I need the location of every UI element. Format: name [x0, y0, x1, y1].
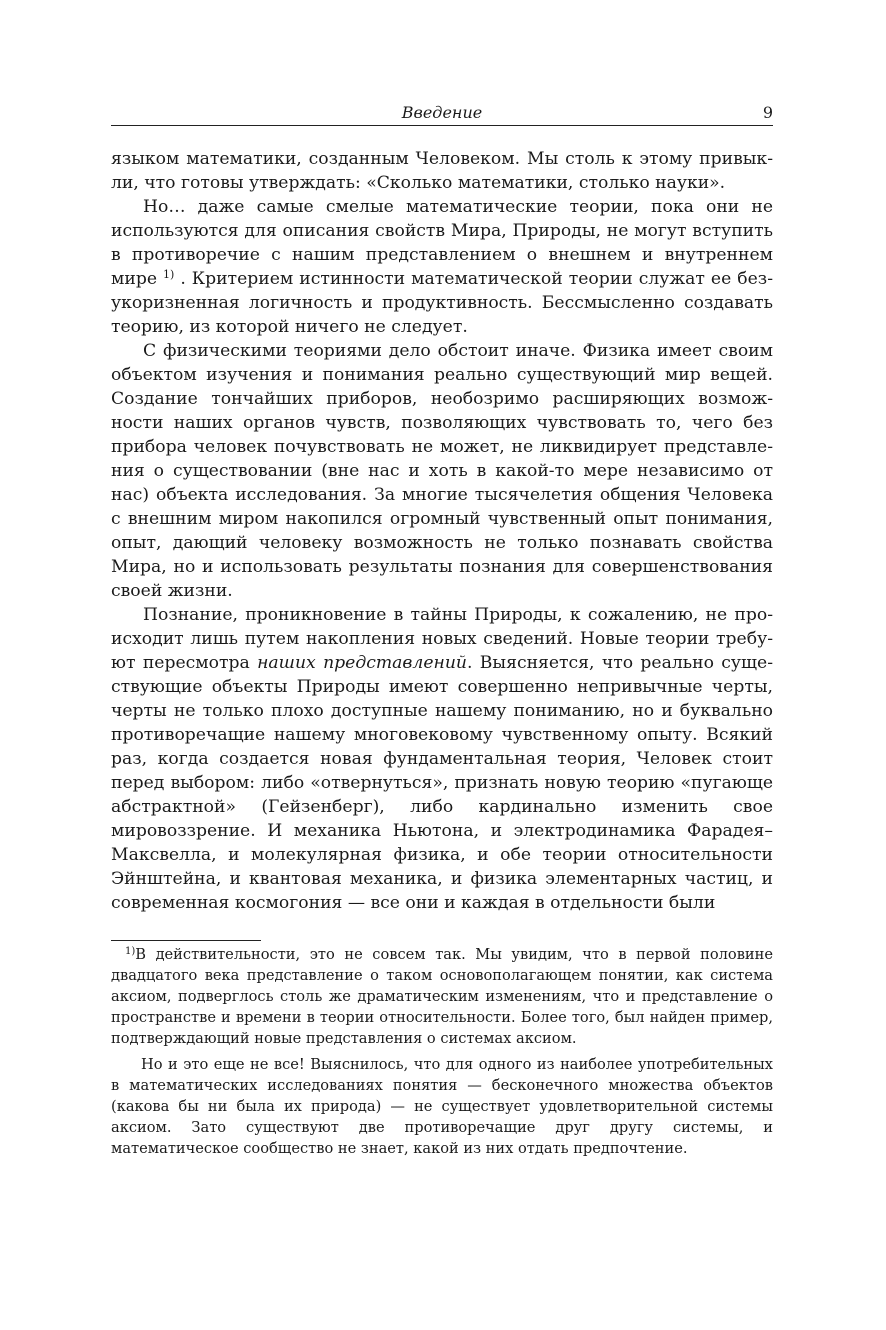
- footnote-paragraph-1: [111, 944, 773, 1049]
- footnote-paragraph-2: Но и это еще не все! Выяснилось, что для одного из наиболее употребительных в математических исследованиях понятия — бесконечного множества объектов (какова бы ни была их природа) — не существует удовлетворительной системы аксиом. Зато существуют две противоречащие друг другу системы, и математическое сообщество не знает, какой из них отдать предпочтение.: [111, 1056, 773, 1157]
- footnote-mark: 1): [125, 946, 136, 957]
- page-number: 9: [762, 103, 773, 122]
- footnote-separator: [111, 940, 261, 941]
- footnote-text-1: В действительности, это не совсем так. Мы увидим, что в первой половине двадцатого века представление о таком основополагающем понятии, как система аксиом, подверглось столь же драматическим изменениям, что и представление о пространстве и времени в теории относительности. Более того, был найден пример, подтверждающий новые представления о системах аксиом.: [111, 946, 773, 1047]
- paragraph-3: С физическими теориями дело обстоит иначе. Физика имеет своим объектом изучения и понимания реально существующий мир вещей. Создание тончайших приборов, необозримо расширяющих возможности наших органов чувств, позволяющих чувствовать то, чего без прибора человек почувствовать не может, не ликвидирует представления о существовании (вне нас и хоть в какой-то мере независимо от нас) объекта исследования. За многие тысячелетия общения Человека с внешним миром накопился огромный чувственный опыт понимания, опыт, дающий человеку возможность не только познавать свойства Мира, но и использовать результаты познания для совершенствования своей жизни.: [111, 341, 773, 601]
- paragraph-2-text-a: Но… даже самые смелые математические теории, пока они не используются для описания свойств Мира, Природы, не могут вступить в противоречие с нашим представлением о внешнем и внутреннем мире: [111, 197, 773, 289]
- footnote: [111, 944, 773, 1159]
- paragraph-2: [111, 195, 773, 339]
- paragraph-4-text-a: Познание, проникновение в тайны Природы, к сожалению, не происходит лишь путем накопления новых сведений. Новые теории требуют пересмотра: [111, 605, 773, 673]
- paragraph-2-text-b: . Критерием истинности математической теории служат ее безукоризненная логичность и продуктивность. Бессмысленно создавать теорию, из которой ничего не следует.: [111, 269, 773, 337]
- emphasized-phrase: наших представлений: [257, 653, 467, 673]
- running-header: [111, 103, 773, 126]
- footnote-reference-mark[interactable]: 1): [163, 268, 175, 281]
- main-text: [111, 147, 773, 915]
- paragraph-1: языком математики, созданным Человеком. Мы столь к этому привыкли, что готовы утверждать: «Сколько математики, столько науки».: [111, 149, 773, 193]
- running-title: Введение: [401, 103, 483, 122]
- paragraph-4: [111, 603, 773, 915]
- paragraph-4-text-b: . Выясняется, что реально существующие объекты Природы имеют совершенно непривычные черты, черты не только плохо доступные нашему пониманию, но и буквально противоречащие нашему многовековому чувственному опыту. Всякий раз, когда создается новая фундаментальная теория, Человек стоит перед выбором: либо «отвернуться», признать новую теорию «пугающе абстрактной» (Гейзенберг), либо кардинально изменить свое мировоззрение. И механика Ньютона, и электродинамика Фарадея–Максвелла, и молекулярная физика, и обе теории относительности Эйнштейна, и квантовая механика, и физика элементарных частиц, и современная космогония — все они и каждая в отдельности были: [111, 653, 773, 913]
